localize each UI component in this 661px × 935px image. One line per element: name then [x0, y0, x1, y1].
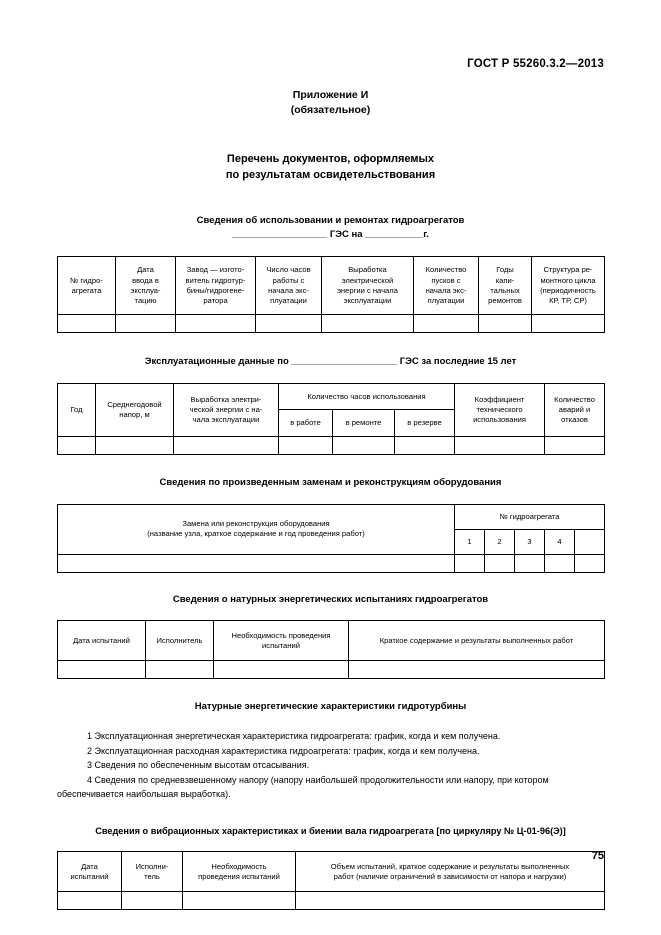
cell-hours-in-operation[interactable]: [279, 436, 333, 454]
col-performer: Исполнитель: [146, 621, 214, 661]
cell-performer[interactable]: [122, 892, 183, 910]
operational-data-table: [57, 383, 605, 455]
page-number: 75: [591, 850, 604, 862]
cell-energy-output[interactable]: [322, 315, 414, 333]
cell-start-count[interactable]: [414, 315, 479, 333]
vibration-tests-table: [57, 851, 605, 910]
col-commissioning-date: Дата ввода в эксплуа- тацию: [116, 257, 176, 315]
cell-unit-5[interactable]: [575, 554, 605, 572]
cell-operating-hours[interactable]: [256, 315, 322, 333]
col-start-count: Количество пусков с начала экс- плуатации: [414, 257, 479, 315]
cell-test-summary[interactable]: [349, 661, 605, 679]
cell-technical-utilization[interactable]: [455, 436, 545, 454]
table-row[interactable]: [58, 315, 605, 333]
col-overhaul-years: Годы капи- тальных ремонтов: [479, 257, 532, 315]
cell-test-necessity[interactable]: [214, 661, 349, 679]
standard-header: ГОСТ Р 55260.3.2—2013: [467, 58, 604, 70]
document-title-line1: Перечень документов, оформляемых: [226, 152, 435, 165]
cell-test-necessity[interactable]: [183, 892, 296, 910]
col-replacement-description-line2: (название узла, краткое содержание и год проведения работ): [147, 529, 365, 539]
col-hours-in-reserve: в резерве: [395, 410, 455, 437]
replacements-reconstruction-table: [57, 504, 605, 573]
col-energy-generation: Выработка электри- ческой энергии с на- чала эксплуатации: [174, 383, 279, 436]
table-row[interactable]: [58, 436, 605, 454]
col-hours-group: Количество часов использования: [279, 383, 455, 410]
cell-overhaul-years[interactable]: [479, 315, 532, 333]
table-row[interactable]: [58, 661, 605, 679]
document-title: [57, 152, 604, 184]
section1-heading: [57, 214, 604, 243]
section3-heading: Сведения по произведенным заменам и реконструкциям оборудования: [159, 476, 502, 488]
cell-year[interactable]: [58, 436, 96, 454]
cell-unit-4[interactable]: [545, 554, 575, 572]
col-replacement-description: [58, 504, 455, 554]
annex-type: (обязательное): [290, 103, 371, 116]
section2-heading: Эксплуатационные данные по ____________________ ГЭС за последние 15 лет: [144, 356, 517, 368]
page-content: [57, 88, 604, 910]
cell-test-date[interactable]: [58, 892, 122, 910]
col-unit-number: № гидро- агрегата: [58, 257, 116, 315]
col-unit-2: 2: [485, 529, 515, 554]
cell-repair-cycle[interactable]: [532, 315, 605, 333]
annex-label: Приложение И: [292, 89, 369, 101]
cell-commissioning-date[interactable]: [116, 315, 176, 333]
table-header-row-top: [58, 383, 605, 410]
section4-heading: Сведения о натурных энергетических испытаниях гидроагрегатов: [172, 593, 489, 605]
list-item: 2 Эксплуатационная расходная характеристика гидроагрегата: график, когда и кем получена.: [87, 745, 480, 756]
annex-block: [57, 88, 604, 118]
cell-test-date[interactable]: [58, 661, 146, 679]
list-item: 3 Сведения по обеспеченным высотам отсасывания.: [87, 760, 310, 771]
col-average-head: Среднегодовой напор, м: [96, 383, 174, 436]
col-unit-3: 3: [515, 529, 545, 554]
col-test-necessity: Необходимость проведения испытаний: [214, 621, 349, 661]
section6-heading: Сведения о вибрационных характеристиках и биении вала гидроагрегата [по циркуляру № Ц-01-96(Э)]: [95, 825, 566, 836]
cell-performer[interactable]: [146, 661, 214, 679]
col-test-necessity: Необходимость проведения испытаний: [183, 852, 296, 892]
table-header-row: [58, 852, 605, 892]
col-operating-hours: Число часов работы с начала экс- плуатации: [256, 257, 322, 315]
col-year: Год: [58, 383, 96, 436]
turbine-characteristics-list: [57, 729, 604, 802]
cell-failures-count[interactable]: [545, 436, 605, 454]
col-unit-1: 1: [455, 529, 485, 554]
section1-heading-line2: __________________ ГЭС на ___________г.: [232, 229, 429, 241]
col-unit-number-group: № гидроагрегата: [455, 504, 605, 529]
cell-hours-in-repair[interactable]: [333, 436, 395, 454]
cell-hours-in-reserve[interactable]: [395, 436, 455, 454]
list-item: 4 Сведения по средневзвешенному напору (напору наибольшей продолжительности или напору, при котором обеспечивается наибольшая выработка).: [57, 774, 549, 800]
cell-unit-3[interactable]: [515, 554, 545, 572]
col-replacement-description-line1: Замена или реконструкция оборудования: [182, 518, 330, 528]
document-title-line2: по результатам освидетельствования: [225, 168, 436, 181]
cell-replacement-description[interactable]: [58, 554, 455, 572]
cell-manufacturer[interactable]: [176, 315, 256, 333]
energy-tests-table: [57, 620, 605, 679]
col-repair-cycle: Структура ре- монтного цикла (периодичность КР, ТР, СР): [532, 257, 605, 315]
col-performer: Исполни- тель: [122, 852, 183, 892]
col-manufacturer: Завод — изгото- витель гидротур- бины/гидрогене- ратора: [176, 257, 256, 315]
col-unit-4: 4: [545, 529, 575, 554]
usage-repairs-table: [57, 256, 605, 333]
table-header-row: [58, 621, 605, 661]
col-test-date: Дата испытаний: [58, 852, 122, 892]
list-item: 1 Эксплуатационная энергетическая характеристика гидроагрегата: график, когда и кем получена.: [87, 731, 501, 741]
col-hours-in-repair: в ремонте: [333, 410, 395, 437]
cell-unit-2[interactable]: [485, 554, 515, 572]
section5-heading: Натурные энергетические характеристики гидротурбины: [194, 701, 467, 713]
col-technical-utilization: Коэффициент технического использования: [455, 383, 545, 436]
cell-energy-generation[interactable]: [174, 436, 279, 454]
table-row[interactable]: [58, 892, 605, 910]
cell-test-scope-results[interactable]: [296, 892, 605, 910]
col-unit-5: [575, 529, 605, 554]
col-test-date: Дата испытаний: [58, 621, 146, 661]
table-header-row-top: [58, 504, 605, 529]
col-energy-output: Выработка электрической энергии с начала эксплуатации: [322, 257, 414, 315]
section1-heading-line1: Сведения об использовании и ремонтах гидроагрегатов: [196, 214, 465, 226]
table-header-row: [58, 257, 605, 315]
cell-unit-1[interactable]: [455, 554, 485, 572]
col-hours-in-operation: в работе: [279, 410, 333, 437]
table-row[interactable]: [58, 554, 605, 572]
col-test-summary: Краткое содержание и результаты выполненных работ: [349, 621, 605, 661]
cell-average-head[interactable]: [96, 436, 174, 454]
col-failures-count: Количество аварий и отказов: [545, 383, 605, 436]
col-test-scope-results: Объем испытаний, краткое содержание и результаты выполненных работ (наличие ограничений в зависимости от напора и нагрузки): [296, 852, 605, 892]
cell-unit-number[interactable]: [58, 315, 116, 333]
